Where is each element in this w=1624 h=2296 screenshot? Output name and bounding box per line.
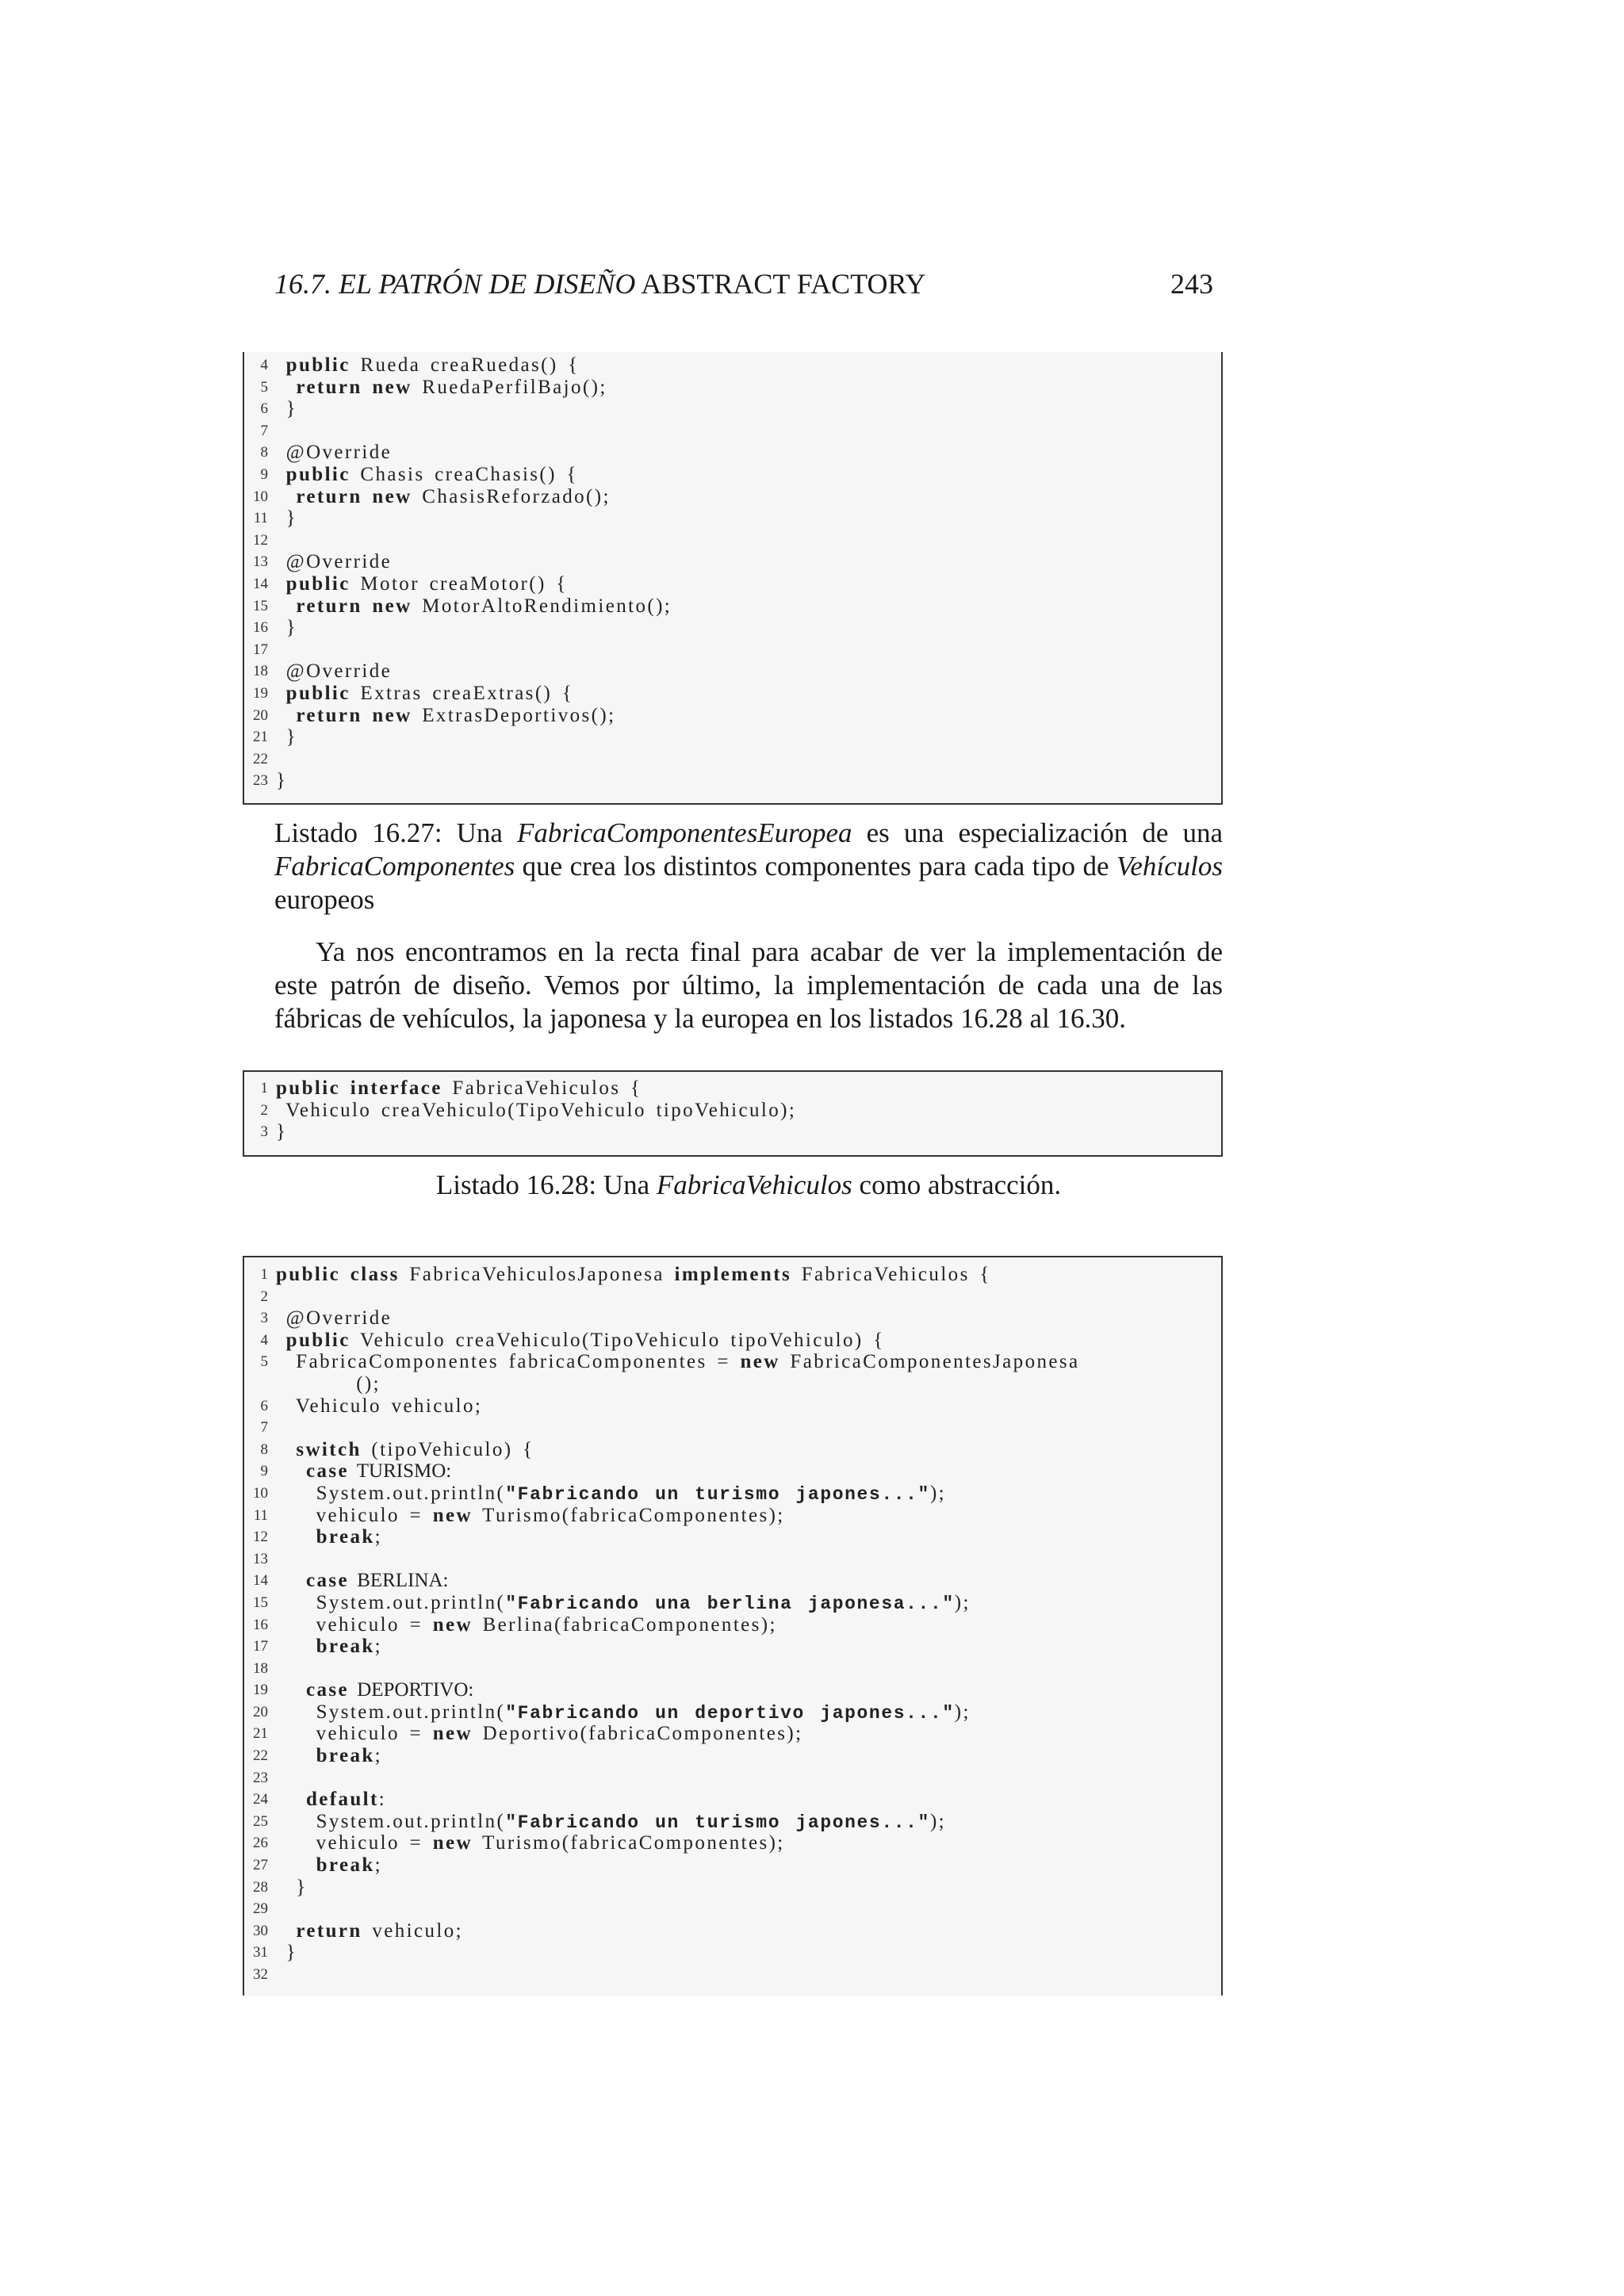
- code-text: [276, 1592, 971, 1616]
- code-token: Chasis creaChasis() {: [350, 463, 578, 485]
- keyword: new: [740, 1351, 780, 1373]
- section-title-italic: 16.7. EL PATRÓN DE DISEÑO: [274, 268, 636, 300]
- keyword: new: [372, 376, 412, 398]
- section-title: [274, 265, 926, 303]
- keyword: break: [316, 1526, 375, 1548]
- code-text: [276, 1789, 386, 1811]
- code-token: vehiculo =: [276, 1723, 433, 1745]
- line-number: 32: [253, 1966, 268, 1983]
- code-token: ExtrasDeportivos();: [412, 704, 616, 726]
- code-token: Vehiculo vehiculo;: [276, 1395, 483, 1417]
- code-token: [276, 1789, 306, 1810]
- line-number: 1: [260, 1266, 268, 1283]
- code-token: [276, 464, 286, 485]
- string-literal: "Fabricando un turismo japones...": [505, 1812, 930, 1833]
- code-text: [276, 683, 573, 705]
- keyword: default: [305, 1789, 379, 1811]
- code-text: [276, 377, 607, 399]
- code-text: [276, 1077, 642, 1100]
- keyword: public: [285, 1329, 350, 1351]
- line-number: 12: [253, 531, 268, 549]
- code-token: @Override: [276, 1307, 393, 1330]
- line-number: 17: [253, 641, 268, 658]
- line-number: 8: [260, 1441, 268, 1458]
- line-number: 3: [260, 1310, 268, 1327]
- keyword: case: [305, 1570, 349, 1592]
- line-number: 4: [260, 1331, 268, 1349]
- line-number: 14: [253, 1572, 268, 1590]
- line-number: 22: [253, 750, 268, 767]
- code-token: );: [954, 1701, 971, 1723]
- code-token: MotorAltoRendimiento();: [412, 595, 672, 617]
- code-token: System.out.println(: [276, 1810, 506, 1832]
- keyword: public: [285, 354, 350, 376]
- code-token: TURISMO:: [348, 1460, 452, 1483]
- code-line: [244, 595, 1221, 618]
- code-text: [276, 1439, 534, 1461]
- code-token: [276, 354, 286, 376]
- keyword: new: [432, 1723, 473, 1745]
- code-token: System.out.println(: [276, 1591, 506, 1613]
- keyword: case: [305, 1679, 349, 1701]
- code-text: [276, 595, 672, 618]
- code-token: BERLINA:: [348, 1570, 449, 1592]
- code-text: [276, 1636, 382, 1658]
- code-token: vehiculo =: [276, 1832, 433, 1854]
- string-literal: "Fabricando un deportivo japones...": [505, 1702, 955, 1724]
- keyword: new: [372, 704, 412, 726]
- code-text: [276, 1745, 382, 1767]
- code-text: [276, 1920, 463, 1942]
- line-number: 18: [253, 663, 268, 680]
- code-line: [244, 1658, 1221, 1680]
- line-number: 5: [260, 378, 268, 396]
- caption-text: como abstracción.: [852, 1169, 1062, 1200]
- code-text: [276, 1460, 451, 1483]
- code-token: [276, 377, 296, 398]
- line-number: 12: [253, 1529, 268, 1546]
- code-token: [276, 1460, 306, 1482]
- code-line: [244, 1439, 1221, 1461]
- code-token: ;: [374, 1854, 383, 1877]
- code-token: ();: [276, 1372, 381, 1395]
- code-line: [244, 660, 1221, 683]
- keyword: break: [316, 1854, 375, 1877]
- caption-listing-16-28: [274, 1169, 1223, 1202]
- line-number: 1: [260, 1080, 268, 1096]
- code-text: [276, 1832, 785, 1854]
- code-token: Vehiculo creaVehiculo(TipoVehiculo tipoVehiculo);: [276, 1099, 797, 1121]
- code-token: );: [954, 1591, 971, 1613]
- page-number: 243: [1170, 268, 1213, 300]
- code-line: [244, 464, 1221, 486]
- line-number: 19: [253, 684, 268, 702]
- line-number: 13: [253, 553, 268, 571]
- code-line: [244, 1460, 1221, 1483]
- keyword: new: [432, 1832, 473, 1854]
- line-number: 10: [253, 488, 268, 505]
- keyword: public: [276, 1264, 341, 1285]
- code-text: [276, 1373, 381, 1395]
- line-number: 14: [253, 575, 268, 592]
- code-text: [276, 507, 297, 530]
- code-line: [244, 1395, 1221, 1418]
- code-text: [276, 573, 568, 595]
- keyword: return: [296, 485, 362, 507]
- code-token: }: [276, 770, 288, 792]
- code-token: [276, 683, 286, 704]
- code-token: [362, 377, 373, 398]
- code-line: [244, 354, 1221, 377]
- code-text: [276, 1570, 449, 1592]
- code-listing-16-29: [243, 1256, 1223, 1996]
- code-text: [276, 660, 392, 683]
- line-number: 5: [260, 1353, 268, 1371]
- code-text: [276, 1264, 991, 1286]
- caption-text: europeos: [274, 884, 375, 915]
- code-token: }: [276, 617, 298, 639]
- code-token: @Override: [276, 660, 393, 683]
- code-token: ;: [374, 1636, 383, 1658]
- line-number: 2: [260, 1288, 268, 1305]
- line-number: 6: [260, 400, 268, 418]
- caption-italic: FabricaComponentes: [274, 851, 515, 882]
- keyword: class: [350, 1264, 400, 1285]
- code-line: [244, 1767, 1221, 1789]
- line-number: 9: [260, 465, 268, 483]
- keyword: return: [296, 595, 362, 617]
- line-number: 23: [253, 1769, 268, 1786]
- code-token: vehiculo =: [276, 1504, 433, 1526]
- code-text: [276, 1526, 382, 1548]
- line-number: 29: [253, 1900, 268, 1918]
- code-token: [362, 705, 373, 726]
- code-token: [340, 1264, 350, 1285]
- code-line: [244, 551, 1221, 573]
- line-number: 21: [253, 1725, 268, 1743]
- string-literal: "Fabricando una berlina japonesa...": [505, 1593, 955, 1614]
- keyword: public: [285, 463, 350, 485]
- code-line: [244, 639, 1221, 661]
- code-line: [244, 530, 1221, 552]
- code-line: [244, 1920, 1221, 1942]
- code-text: [276, 1505, 785, 1527]
- code-line: [244, 573, 1221, 595]
- code-text: [276, 617, 297, 639]
- code-token: [276, 573, 286, 595]
- code-line: [244, 1373, 1221, 1395]
- code-line: [244, 1745, 1221, 1767]
- caption-text: Listado 16.27: Una: [274, 817, 518, 848]
- code-token: [276, 1330, 286, 1351]
- line-number: 7: [260, 1419, 268, 1437]
- code-line: [244, 1701, 1221, 1724]
- code-line: [244, 1811, 1221, 1833]
- code-token: [276, 705, 296, 726]
- keyword: break: [316, 1745, 375, 1767]
- code-token: }: [276, 1121, 288, 1143]
- code-token: vehiculo;: [362, 1919, 463, 1942]
- line-number: 6: [260, 1397, 268, 1414]
- code-line: [244, 507, 1221, 530]
- code-listing-16-27: [243, 352, 1223, 805]
- code-text: [276, 442, 392, 464]
- code-line: [244, 1964, 1221, 1986]
- line-number: 11: [253, 510, 268, 527]
- line-number: 16: [253, 619, 268, 637]
- code-line: [244, 1789, 1221, 1811]
- code-token: [276, 1570, 306, 1591]
- code-token: ;: [374, 1745, 383, 1767]
- code-line: [244, 398, 1221, 420]
- keyword: new: [432, 1613, 473, 1636]
- code-token: Motor creaMotor() {: [350, 572, 568, 595]
- line-number: 21: [253, 729, 268, 746]
- code-line: [244, 1330, 1221, 1352]
- code-token: [276, 1745, 316, 1766]
- section-title-roman: ABSTRACT FACTORY: [635, 268, 926, 300]
- keyword: switch: [296, 1438, 362, 1460]
- code-line: [244, 377, 1221, 399]
- code-token: DEPORTIVO:: [348, 1679, 474, 1701]
- code-line: [244, 1636, 1221, 1658]
- code-line: [244, 1077, 1221, 1100]
- code-line: [244, 1898, 1221, 1920]
- line-number: 23: [253, 772, 268, 790]
- code-line: [244, 1505, 1221, 1527]
- line-number: 31: [253, 1944, 268, 1961]
- line-number: 15: [253, 597, 268, 614]
- caption-italic: FabricaVehiculos: [656, 1169, 852, 1200]
- code-line: [244, 1854, 1221, 1877]
- keyword: public: [285, 572, 350, 595]
- code-line: [244, 1570, 1221, 1592]
- keyword: new: [432, 1504, 473, 1526]
- line-number: 15: [253, 1594, 268, 1611]
- code-line: [244, 726, 1221, 748]
- keyword: implements: [674, 1264, 792, 1285]
- code-token: [340, 1077, 350, 1099]
- code-text: [276, 1121, 287, 1143]
- line-number: 11: [253, 1506, 268, 1524]
- code-line: [244, 1264, 1221, 1286]
- line-number: 27: [253, 1857, 268, 1874]
- line-number: 3: [260, 1123, 268, 1141]
- code-token: [276, 1439, 296, 1460]
- line-number: 20: [253, 1703, 268, 1720]
- code-text: [276, 1483, 946, 1506]
- code-text: [276, 1330, 885, 1352]
- code-line: [244, 486, 1221, 508]
- code-line: [244, 770, 1221, 792]
- line-number: 4: [260, 357, 268, 373]
- body-paragraph: [274, 936, 1223, 1035]
- code-line: [244, 1121, 1221, 1143]
- caption-text: Listado 16.28: Una: [435, 1169, 657, 1200]
- line-number: 20: [253, 706, 268, 724]
- code-text: [276, 1395, 482, 1418]
- line-number: 7: [260, 422, 268, 439]
- code-token: [276, 1679, 306, 1701]
- code-token: }: [276, 726, 298, 748]
- code-line: [244, 1614, 1221, 1636]
- keyword: new: [372, 595, 412, 617]
- line-number: 8: [260, 444, 268, 461]
- code-line: [244, 1483, 1221, 1505]
- code-token: }: [276, 507, 298, 530]
- code-text: [276, 770, 287, 792]
- code-token: [276, 595, 296, 617]
- code-text: [276, 486, 611, 508]
- code-text: [276, 1811, 946, 1835]
- line-number: 26: [253, 1835, 268, 1852]
- code-text: [276, 1307, 392, 1330]
- line-number: 28: [253, 1878, 268, 1896]
- code-token: }: [276, 398, 298, 420]
- line-number: 22: [253, 1747, 268, 1765]
- keyword: case: [305, 1460, 349, 1483]
- code-text: [276, 1679, 473, 1701]
- string-literal: "Fabricando un turismo japones...": [505, 1483, 930, 1505]
- caption-italic: FabricaComponentesEuropea: [517, 817, 852, 848]
- code-token: );: [929, 1482, 947, 1504]
- code-token: Vehiculo creaVehiculo(TipoVehiculo tipoVehiculo) {: [350, 1329, 885, 1351]
- code-line: [244, 1286, 1221, 1308]
- line-number: 2: [260, 1101, 268, 1119]
- code-token: System.out.println(: [276, 1701, 506, 1723]
- paragraph-text: Ya nos encontramos en la recta final para acabar de ver la implementación de este patrón de diseño. Vemos por último, la implementación de cada una de las fábricas de vehículos, la japonesa y la europea en los listados 16.28 al 16.30.: [274, 936, 1223, 1034]
- code-listing-16-28: [243, 1070, 1223, 1157]
- code-token: RuedaPerfilBajo();: [412, 376, 607, 398]
- code-text: [276, 1877, 308, 1899]
- code-token: }: [276, 1876, 308, 1898]
- line-number: 10: [253, 1484, 268, 1502]
- code-line: [244, 705, 1221, 727]
- code-line: [244, 1832, 1221, 1854]
- code-token: [276, 486, 296, 507]
- code-token: [276, 1526, 316, 1548]
- code-text: [276, 1701, 971, 1725]
- code-line: [244, 1592, 1221, 1614]
- keyword: public: [276, 1077, 341, 1099]
- code-text: [276, 551, 392, 573]
- code-token: FabricaComponentes fabricaComponentes =: [276, 1351, 741, 1373]
- code-line: [244, 748, 1221, 771]
- line-number: 9: [260, 1463, 268, 1480]
- code-line: [244, 1942, 1221, 1964]
- code-token: );: [929, 1810, 947, 1832]
- line-number: 18: [253, 1659, 268, 1677]
- code-line: [244, 1351, 1221, 1373]
- code-token: @Override: [276, 442, 393, 464]
- code-text: [276, 1100, 796, 1122]
- code-token: [362, 595, 373, 617]
- caption-listing-16-27: [274, 817, 1223, 916]
- line-number: 30: [253, 1922, 268, 1939]
- code-line: [244, 1723, 1221, 1745]
- code-token: [276, 1636, 316, 1657]
- keyword: public: [285, 682, 350, 704]
- code-token: [276, 1854, 316, 1876]
- code-text: [276, 726, 297, 748]
- code-token: Extras creaExtras() {: [350, 682, 574, 704]
- code-token: FabricaVehiculosJaponesa: [399, 1264, 675, 1285]
- code-text: [276, 398, 297, 420]
- code-token: FabricaVehiculos {: [442, 1077, 642, 1099]
- code-token: @Override: [276, 551, 393, 573]
- code-token: }: [276, 1942, 298, 1964]
- code-line: [244, 420, 1221, 442]
- line-number: 25: [253, 1812, 268, 1830]
- code-line: [244, 1877, 1221, 1899]
- code-text: [276, 1723, 802, 1745]
- code-text: [276, 1351, 1080, 1373]
- line-number: 17: [253, 1638, 268, 1655]
- code-token: Turismo(fabricaComponentes);: [472, 1504, 785, 1526]
- code-token: Deportivo(fabricaComponentes);: [472, 1723, 803, 1745]
- code-text: [276, 464, 578, 486]
- code-line: [244, 1526, 1221, 1548]
- code-line: [244, 617, 1221, 639]
- caption-italic: Vehículos: [1116, 851, 1223, 882]
- code-token: ;: [374, 1526, 383, 1548]
- code-line: [244, 1307, 1221, 1330]
- code-text: [276, 705, 615, 727]
- keyword: new: [372, 485, 412, 507]
- code-token: Turismo(fabricaComponentes);: [472, 1832, 785, 1854]
- code-line: [244, 442, 1221, 464]
- code-token: System.out.println(: [276, 1482, 506, 1504]
- line-number: 19: [253, 1682, 268, 1699]
- code-token: vehiculo =: [276, 1613, 433, 1636]
- code-token: :: [378, 1789, 387, 1811]
- keyword: return: [296, 376, 362, 398]
- code-line: [244, 683, 1221, 705]
- code-token: ChasisReforzado();: [412, 485, 611, 507]
- keyword: break: [316, 1636, 375, 1658]
- keyword: return: [296, 1919, 362, 1942]
- code-token: [362, 486, 373, 507]
- line-number: 16: [253, 1616, 268, 1633]
- code-line: [244, 1100, 1221, 1122]
- keyword: interface: [350, 1077, 442, 1099]
- code-text: [276, 1854, 382, 1877]
- code-token: Berlina(fabricaComponentes);: [472, 1613, 777, 1636]
- keyword: return: [296, 704, 362, 726]
- code-line: [244, 1417, 1221, 1439]
- code-text: [276, 1942, 297, 1964]
- line-number: 13: [253, 1550, 268, 1567]
- code-text: [276, 354, 580, 377]
- caption-text: que crea los distintos componentes para cada tipo de: [515, 851, 1116, 882]
- code-token: Rueda creaRuedas() {: [350, 354, 580, 376]
- caption-text: es una especialización de una: [852, 817, 1223, 848]
- code-token: FabricaComponentesJaponesa: [779, 1351, 1080, 1373]
- code-text: [276, 1614, 777, 1636]
- code-token: (tipoVehiculo) {: [361, 1438, 534, 1460]
- code-token: FabricaVehiculos {: [791, 1264, 991, 1285]
- line-number: 24: [253, 1791, 268, 1808]
- code-token: [276, 1920, 296, 1942]
- code-line: [244, 1679, 1221, 1701]
- code-line: [244, 1548, 1221, 1571]
